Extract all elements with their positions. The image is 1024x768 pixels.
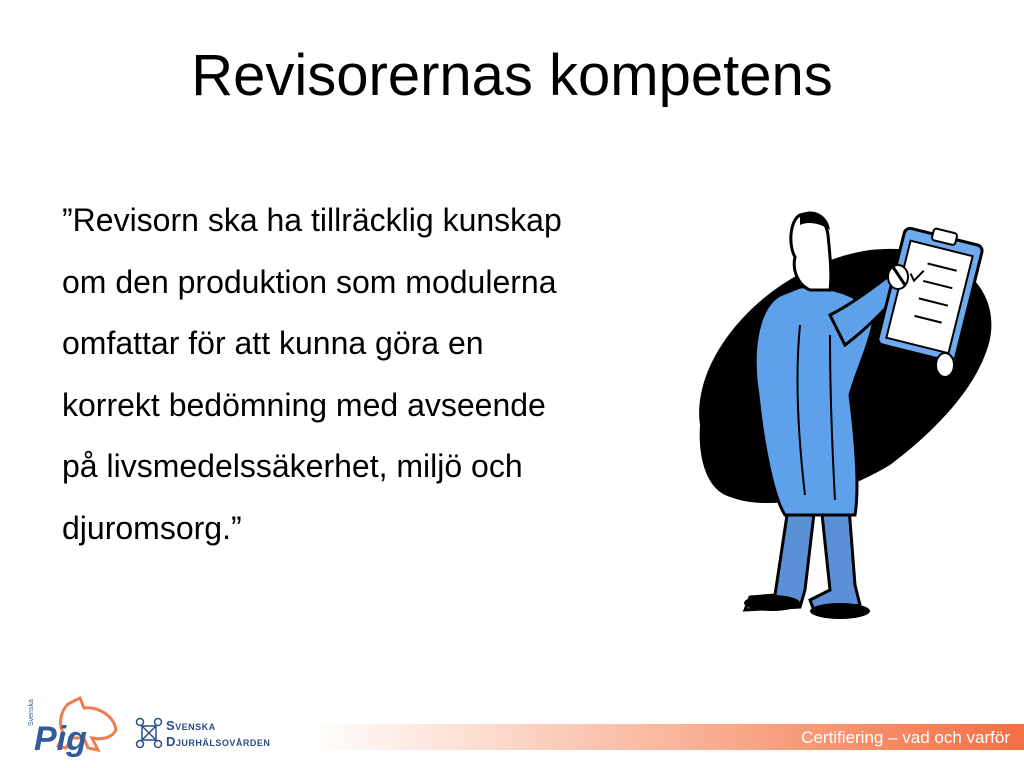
quote-line: om den produktion som modulerna [62, 263, 557, 300]
quote-line: omfattar för att kunna göra en [62, 325, 484, 361]
quote-line: korrekt bedömning med avseende [62, 386, 546, 423]
sdv-logo-line1: Svenska [166, 718, 216, 733]
footer-caption: Certifiering – vad och varför [801, 728, 1010, 747]
quote-text [62, 190, 702, 559]
pig-logo-text: Pig [34, 720, 87, 758]
pig-logo [28, 694, 124, 760]
svenska-djurhalsovarden-logo [134, 714, 304, 754]
pig-logo-small-text: Svenska [28, 699, 35, 726]
sdv-logo-line2: Djurhälsovården [166, 734, 271, 749]
quote-line: djuromsorg.” [62, 509, 242, 546]
slide-title: Revisorernas kompetens [191, 43, 833, 108]
molecule-logo-icon [134, 716, 164, 752]
quote-line: ”Revisorn ska ha tillräcklig kunskap [62, 202, 562, 238]
inspector-with-clipboard-icon [680, 195, 1010, 635]
quote-line: på livsmedelssäkerhet, miljö och [62, 448, 523, 484]
